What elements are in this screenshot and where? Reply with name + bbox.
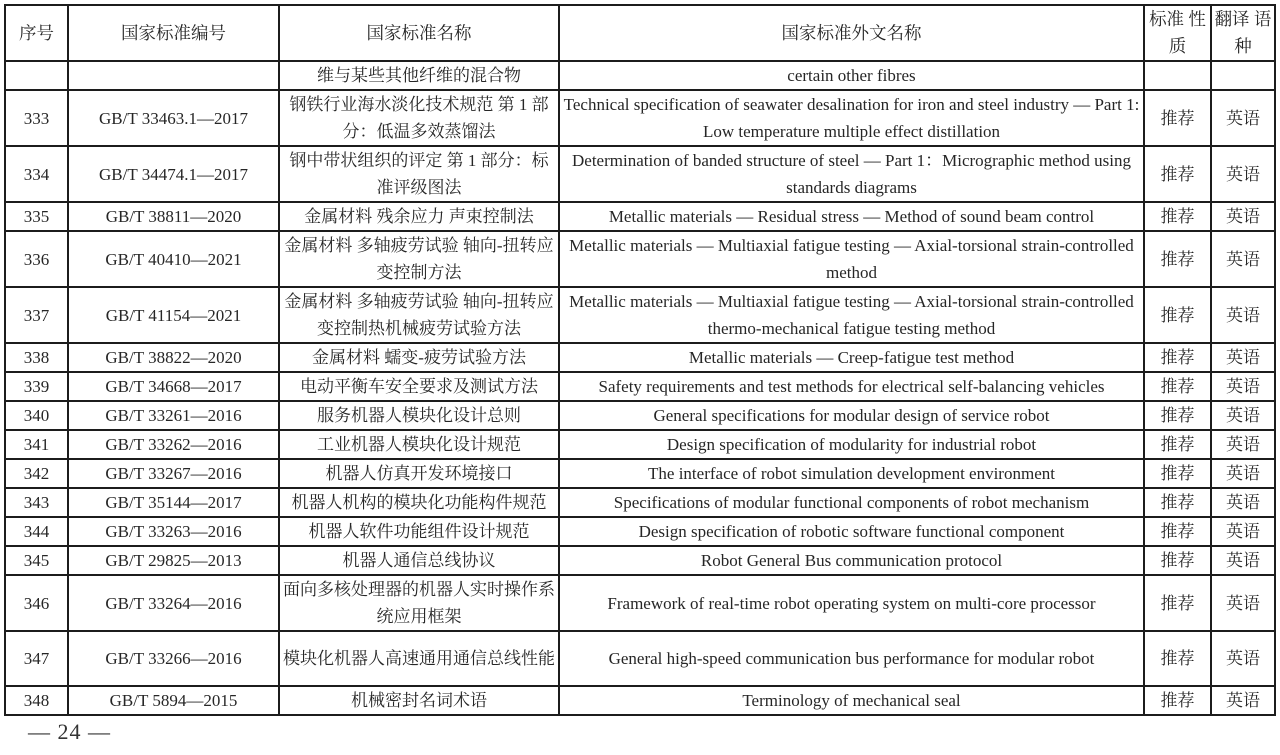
table-header-row bbox=[5, 5, 1275, 61]
row-index bbox=[5, 61, 68, 90]
row-index: 346 bbox=[5, 575, 68, 631]
standard-name-en: Determination of banded structure of steel — Part 1：Micrographic method using standards diagrams bbox=[559, 146, 1144, 202]
standard-nature: 推荐 bbox=[1144, 488, 1211, 517]
translation-language: 英语 bbox=[1211, 488, 1275, 517]
translation-language: 英语 bbox=[1211, 546, 1275, 575]
table-row bbox=[5, 372, 1275, 401]
translation-language: 英语 bbox=[1211, 146, 1275, 202]
translation-language: 英语 bbox=[1211, 372, 1275, 401]
row-index: 334 bbox=[5, 146, 68, 202]
table-row bbox=[5, 575, 1275, 631]
standard-nature: 推荐 bbox=[1144, 686, 1211, 715]
standard-code: GB/T 33266—2016 bbox=[68, 631, 279, 686]
translation-language: 英语 bbox=[1211, 202, 1275, 231]
header-language: 翻译 语种 bbox=[1211, 5, 1275, 61]
standard-code: GB/T 33263—2016 bbox=[68, 517, 279, 546]
table-row bbox=[5, 231, 1275, 287]
table-row bbox=[5, 546, 1275, 575]
standard-name-cn: 工业机器人模块化设计规范 bbox=[279, 430, 559, 459]
standard-name-en: Metallic materials — Creep-fatigue test method bbox=[559, 343, 1144, 372]
standard-name-cn: 维与某些其他纤维的混合物 bbox=[279, 61, 559, 90]
table-row bbox=[5, 343, 1275, 372]
standard-name-cn: 机器人软件功能组件设计规范 bbox=[279, 517, 559, 546]
translation-language: 英语 bbox=[1211, 231, 1275, 287]
table-row bbox=[5, 631, 1275, 686]
header-name-en: 国家标准外文名称 bbox=[559, 5, 1144, 61]
row-index: 337 bbox=[5, 287, 68, 343]
standards-table bbox=[4, 4, 1276, 716]
standard-code: GB/T 33261—2016 bbox=[68, 401, 279, 430]
standard-code: GB/T 38822—2020 bbox=[68, 343, 279, 372]
standard-name-cn: 钢中带状组织的评定 第 1 部分：标准评级图法 bbox=[279, 146, 559, 202]
standard-name-cn: 金属材料 蠕变-疲劳试验方法 bbox=[279, 343, 559, 372]
standard-nature: 推荐 bbox=[1144, 401, 1211, 430]
standard-name-en: Metallic materials — Residual stress — Method of sound beam control bbox=[559, 202, 1144, 231]
row-index: 343 bbox=[5, 488, 68, 517]
row-index: 338 bbox=[5, 343, 68, 372]
standard-nature bbox=[1144, 61, 1211, 90]
standard-name-cn: 机器人通信总线协议 bbox=[279, 546, 559, 575]
standard-nature: 推荐 bbox=[1144, 372, 1211, 401]
header-index: 序号 bbox=[5, 5, 68, 61]
standard-name-cn: 电动平衡车安全要求及测试方法 bbox=[279, 372, 559, 401]
table-row bbox=[5, 61, 1275, 90]
standard-name-cn: 金属材料 残余应力 声束控制法 bbox=[279, 202, 559, 231]
row-index: 340 bbox=[5, 401, 68, 430]
standard-nature: 推荐 bbox=[1144, 202, 1211, 231]
standard-code: GB/T 33262—2016 bbox=[68, 430, 279, 459]
translation-language: 英语 bbox=[1211, 287, 1275, 343]
standard-nature: 推荐 bbox=[1144, 517, 1211, 546]
standard-name-en: Safety requirements and test methods for electrical self-balancing vehicles bbox=[559, 372, 1144, 401]
translation-language: 英语 bbox=[1211, 401, 1275, 430]
translation-language bbox=[1211, 61, 1275, 90]
table-row bbox=[5, 202, 1275, 231]
table-row bbox=[5, 401, 1275, 430]
standard-nature: 推荐 bbox=[1144, 146, 1211, 202]
standard-name-cn: 机器人机构的模块化功能构件规范 bbox=[279, 488, 559, 517]
standard-code: GB/T 33264—2016 bbox=[68, 575, 279, 631]
standard-code: GB/T 35144—2017 bbox=[68, 488, 279, 517]
standard-name-en: General specifications for modular design of service robot bbox=[559, 401, 1144, 430]
standard-code: GB/T 33463.1—2017 bbox=[68, 90, 279, 146]
standard-code: GB/T 33267—2016 bbox=[68, 459, 279, 488]
table-row bbox=[5, 90, 1275, 146]
standard-nature: 推荐 bbox=[1144, 287, 1211, 343]
standard-name-cn: 金属材料 多轴疲劳试验 轴向-扭转应变控制方法 bbox=[279, 231, 559, 287]
standard-name-cn: 面向多核处理器的机器人实时操作系统应用框架 bbox=[279, 575, 559, 631]
standard-nature: 推荐 bbox=[1144, 430, 1211, 459]
standard-name-en: Technical specification of seawater desalination for iron and steel industry — Part 1: Low temperature multiple effect distillation bbox=[559, 90, 1144, 146]
row-index: 336 bbox=[5, 231, 68, 287]
table-row bbox=[5, 287, 1275, 343]
standard-name-en: certain other fibres bbox=[559, 61, 1144, 90]
translation-language: 英语 bbox=[1211, 343, 1275, 372]
standard-code: GB/T 41154—2021 bbox=[68, 287, 279, 343]
row-index: 333 bbox=[5, 90, 68, 146]
row-index: 339 bbox=[5, 372, 68, 401]
header-code: 国家标准编号 bbox=[68, 5, 279, 61]
table-row bbox=[5, 430, 1275, 459]
standard-name-en: Specifications of modular functional components of robot mechanism bbox=[559, 488, 1144, 517]
header-name-cn: 国家标准名称 bbox=[279, 5, 559, 61]
translation-language: 英语 bbox=[1211, 90, 1275, 146]
standard-name-en: Design specification of robotic software functional component bbox=[559, 517, 1144, 546]
standard-name-en: The interface of robot simulation development environment bbox=[559, 459, 1144, 488]
standard-name-en: Metallic materials — Multiaxial fatigue testing — Axial-torsional strain-controlled method bbox=[559, 231, 1144, 287]
standard-name-en: Design specification of modularity for industrial robot bbox=[559, 430, 1144, 459]
standard-code: GB/T 40410—2021 bbox=[68, 231, 279, 287]
standard-nature: 推荐 bbox=[1144, 575, 1211, 631]
row-index: 348 bbox=[5, 686, 68, 715]
translation-language: 英语 bbox=[1211, 517, 1275, 546]
table-row bbox=[5, 517, 1275, 546]
standard-nature: 推荐 bbox=[1144, 459, 1211, 488]
standard-code: GB/T 34668—2017 bbox=[68, 372, 279, 401]
translation-language: 英语 bbox=[1211, 686, 1275, 715]
row-index: 342 bbox=[5, 459, 68, 488]
standard-name-en: Framework of real-time robot operating system on multi-core processor bbox=[559, 575, 1144, 631]
standard-nature: 推荐 bbox=[1144, 631, 1211, 686]
standard-name-cn: 金属材料 多轴疲劳试验 轴向-扭转应变控制热机械疲劳试验方法 bbox=[279, 287, 559, 343]
standard-nature: 推荐 bbox=[1144, 546, 1211, 575]
page-number: — 24 — bbox=[28, 719, 111, 744]
standard-name-cn: 模块化机器人高速通用通信总线性能 bbox=[279, 631, 559, 686]
translation-language: 英语 bbox=[1211, 631, 1275, 686]
standard-name-en: General high-speed communication bus performance for modular robot bbox=[559, 631, 1144, 686]
row-index: 344 bbox=[5, 517, 68, 546]
standard-name-en: Metallic materials — Multiaxial fatigue testing — Axial-torsional strain-controlled thermo-mechanical fatigue testing method bbox=[559, 287, 1144, 343]
standard-nature: 推荐 bbox=[1144, 231, 1211, 287]
standard-name-en: Terminology of mechanical seal bbox=[559, 686, 1144, 715]
row-index: 347 bbox=[5, 631, 68, 686]
row-index: 345 bbox=[5, 546, 68, 575]
translation-language: 英语 bbox=[1211, 575, 1275, 631]
standard-nature: 推荐 bbox=[1144, 90, 1211, 146]
header-nature: 标准 性质 bbox=[1144, 5, 1211, 61]
standard-name-en: Robot General Bus communication protocol bbox=[559, 546, 1144, 575]
standard-name-cn: 机器人仿真开发环境接口 bbox=[279, 459, 559, 488]
translation-language: 英语 bbox=[1211, 430, 1275, 459]
standard-code: GB/T 5894—2015 bbox=[68, 686, 279, 715]
standard-name-cn: 服务机器人模块化设计总则 bbox=[279, 401, 559, 430]
table-row bbox=[5, 686, 1275, 715]
row-index: 335 bbox=[5, 202, 68, 231]
table-row bbox=[5, 146, 1275, 202]
table-row bbox=[5, 459, 1275, 488]
standard-nature: 推荐 bbox=[1144, 343, 1211, 372]
standard-name-cn: 钢铁行业海水淡化技术规范 第 1 部分：低温多效蒸馏法 bbox=[279, 90, 559, 146]
table-row bbox=[5, 488, 1275, 517]
translation-language: 英语 bbox=[1211, 459, 1275, 488]
row-index: 341 bbox=[5, 430, 68, 459]
standard-code: GB/T 29825—2013 bbox=[68, 546, 279, 575]
standard-name-cn: 机械密封名词术语 bbox=[279, 686, 559, 715]
standard-code bbox=[68, 61, 279, 90]
standard-code: GB/T 34474.1—2017 bbox=[68, 146, 279, 202]
standard-code: GB/T 38811—2020 bbox=[68, 202, 279, 231]
